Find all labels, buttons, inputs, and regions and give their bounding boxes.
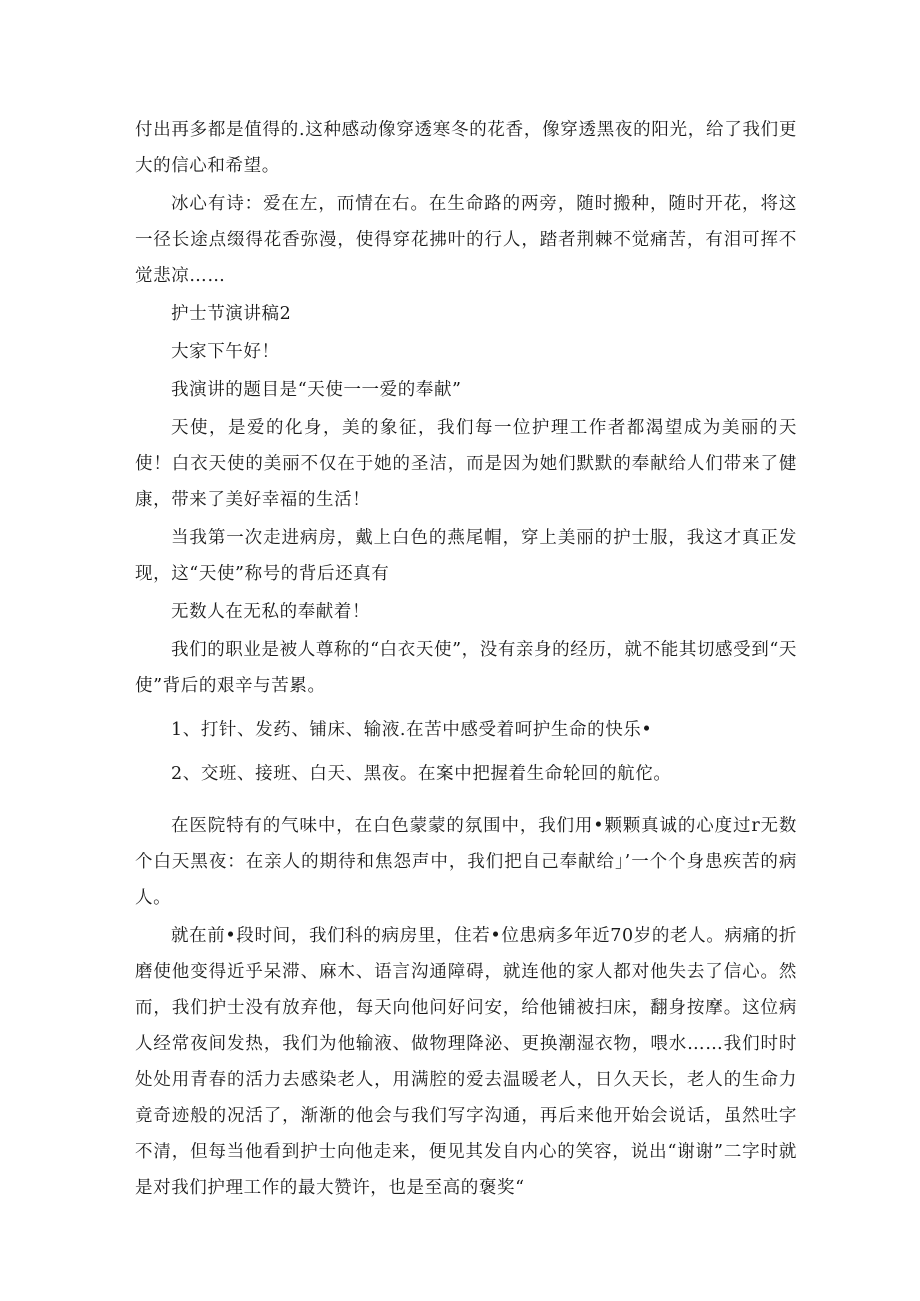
paragraph-dedication: 无数人在无私的奉献着！ [171,602,371,622]
document-body [135,112,797,1206]
speech-topic: 我演讲的题目是“天使一一爱的奉献” [171,380,462,400]
paragraph-hospital: 在医院特有的气味中，在白色蒙蒙的氛围中，我们用•颗颗真诚的心度过r无数个白天黑夜：在亲人的期待和焦怨声中，我们把自己奉献给」’一个个身患疾苦的病人。 [135,816,797,908]
paragraph-profession: 我们的职业是被人尊称的“白衣天使”，没有亲身的经历，就不能其切感受到“天使”背后的艰辛与苦累。 [135,640,797,696]
list-item-1: 1、打针、发药、铺床、输液.在苦中感受着呵护生命的快乐• [171,720,653,740]
paragraph-continuation: 付出再多都是值得的.这种感动像穿透寒冬的花香，像穿透黑夜的阳光，给了我们更大的信心和希望。 [135,120,797,176]
speech-title: 护士节演讲稿2 [171,304,292,324]
list-item-2: 2、交班、接班、白天、黑夜。在案中把握着生命轮回的航佗。 [171,764,672,784]
paragraph-poem-quote: 冰心有诗：爱在左，而情在右。在生命路的两旁，随时搬种，随时开花，将这一径长途点缀得花香弥漫，使得穿花拂叶的行人，踏者荆棘不觉痛苦，有泪可挥不觉悲凉…… [135,194,797,286]
greeting: 大家下午好！ [171,342,280,362]
paragraph-angel: 天使，是爱的化身，美的象征，我们每一位护理工作者都渴望成为美丽的天使！白衣天使的美丽不仅在于她的圣洁，而是因为她们默默的奉献给人们带来了健康，带来了美好幸福的生活！ [135,418,797,510]
paragraph-first-ward: 当我第一次走进病房，戴上白色的燕尾帽，穿上美丽的护士服，我这才真正发现，这“天使”称号的背后还真有 [135,528,797,584]
paragraph-elderly-patient: 就在前•段时间，我们科的病房里，住若•位患病多年近70岁的老人。病痛的折磨使他变得近乎呆滞、麻木、语言沟通障碍，就连他的家人都对他失去了信心。然而，我们护士没有放弃他，每天向他问好问安，给他铺被扫床，翻身按摩。这位病人经常夜间发热，我们为他输液、做物理降泌、更换潮湿衣物，喂水……我们时时处处用青春的活力去感染老人，用满腔的爱去温暖老人，日久天长，老人的生命力竟奇迹般的况活了，渐渐的他会与我们写字沟通，再后来他开始会说话，虽然吐字不清，但每当他看到护士向他走来，便见其发自内心的笑容，说出“谢谢”二字时就是对我们护理工作的最大赞许，也是至高的褒奖“ [135,926,797,1198]
